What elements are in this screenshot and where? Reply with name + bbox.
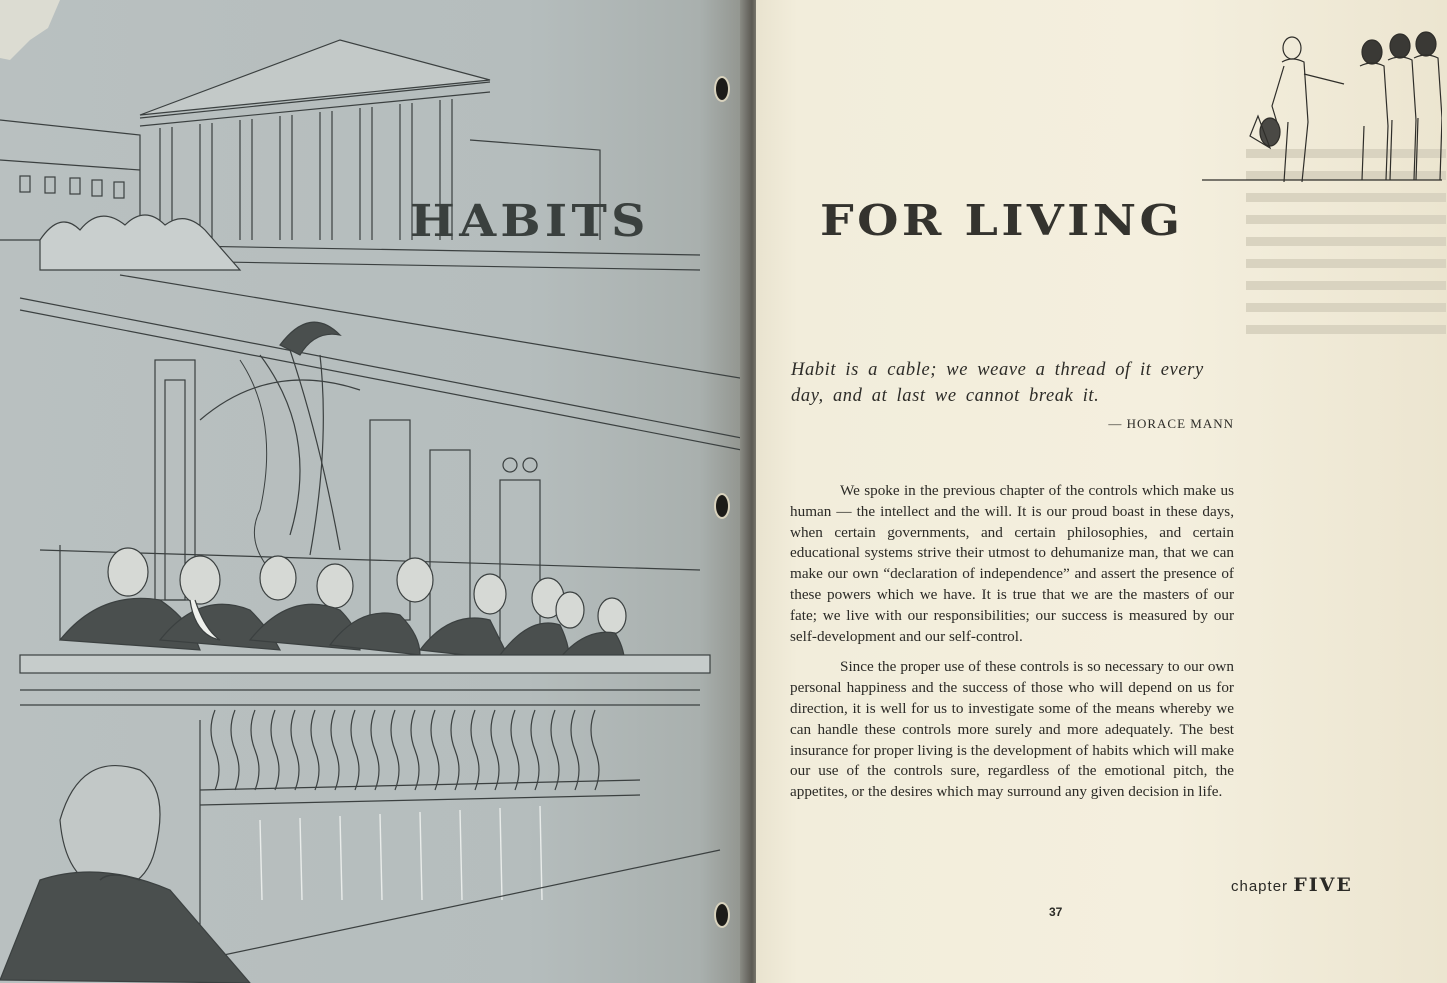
binder-hole <box>716 495 728 517</box>
epigraph-quote: Habit is a cable; we weave a thread of it every day, and at last we cannot break it. <box>791 360 1204 406</box>
epigraph-attribution: — HORACE MANN <box>1108 416 1234 431</box>
chapter-label <box>1231 874 1353 896</box>
body-paragraph: Since the proper use of these controls is so necessary to our own personal happiness and the success of those who will depend on us for direction, it is well for us to investigate some of the means whereby we can handle these controls more surely and more adequately. The best insurance for proper living is the development of habits which will make our use of the controls sure, regardless of the emotional pitch, the appetites, or the desires which may surround any given decision in life. <box>790 658 1234 801</box>
right-page <box>756 0 1447 983</box>
binder-hole <box>716 904 728 926</box>
chapter-body-text <box>790 481 1234 813</box>
chapter-word: chapter <box>1231 878 1289 895</box>
page-number: 37 <box>1049 905 1063 919</box>
chapter-number: FIVE <box>1293 874 1353 896</box>
flight-crew-illustration <box>1202 14 1442 194</box>
title-for-living: FOR LIVING <box>820 196 1184 245</box>
body-paragraph: We spoke in the previous chapter of the controls which make us human — the intellect and the will. It is our proud boast in these days, when certain governments, and certain philosophies, and certain educational systems strive their utmost to dehumanize man, that we can make our own “declaration of independence” and assert the presence of these powers which we have. It is true that we are the masters of our fate; we live with our responsibilities; our success is measured by our self-development and our self-control. <box>790 482 1234 645</box>
title-habits: HABITS <box>410 196 650 247</box>
binder-hole <box>716 78 728 100</box>
